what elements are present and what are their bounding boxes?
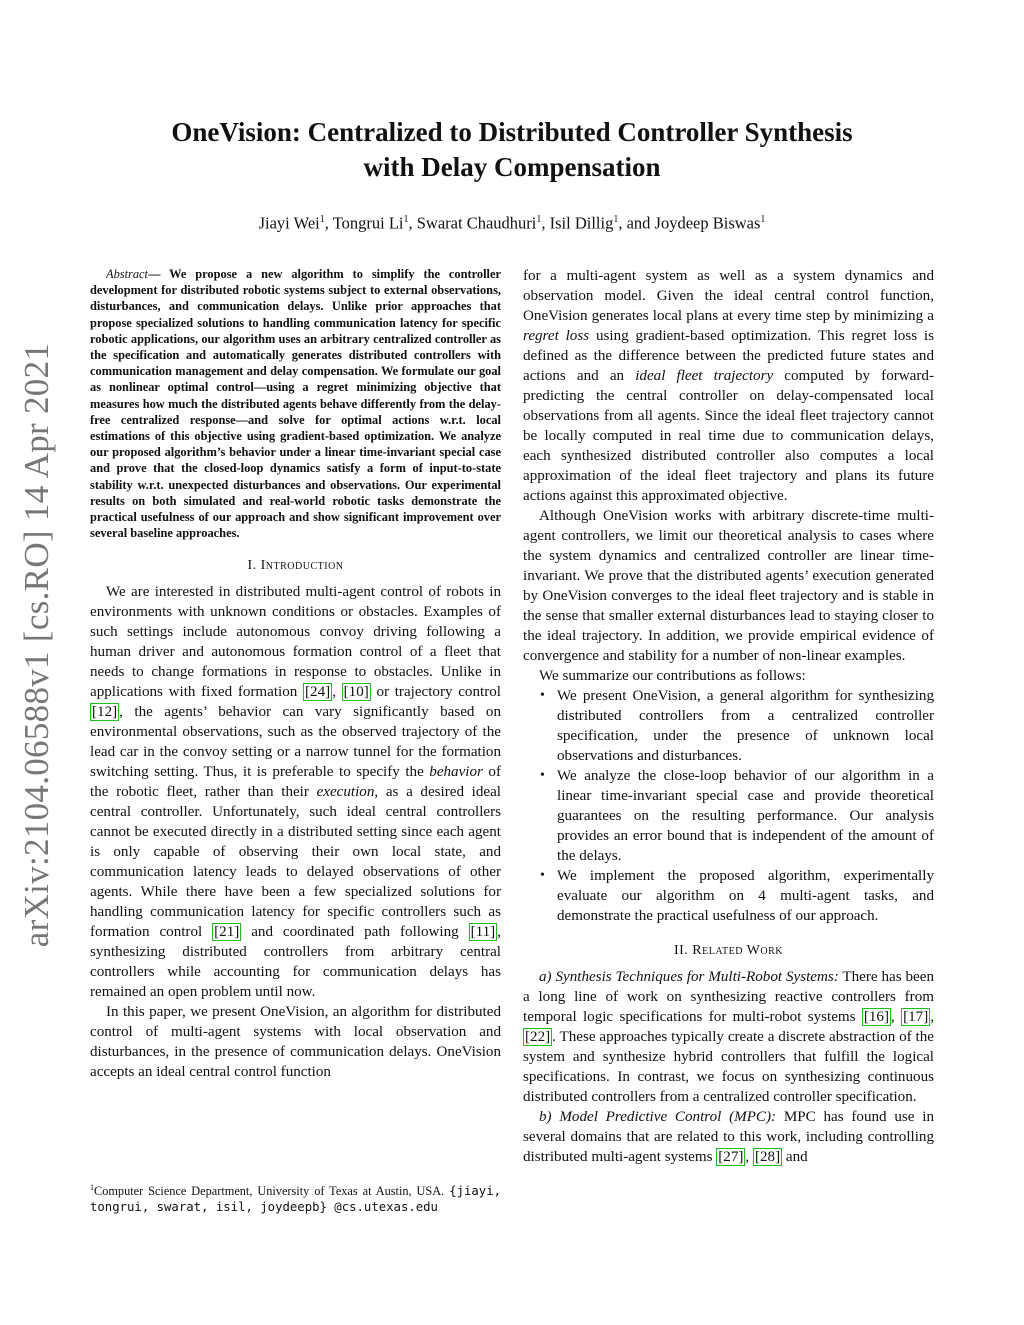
text-run: , <box>930 1009 935 1025</box>
emphasis-text: ideal fleet trajectory <box>635 368 774 384</box>
text-run: of the robotic fleet, rather than their <box>90 764 501 801</box>
emphasis-text: regret loss <box>523 328 590 344</box>
abstract-label: Abstract <box>106 267 148 281</box>
subsection-heading: b) Model Predictive Control (MPC): <box>539 1109 777 1125</box>
citation-link[interactable]: [17] <box>903 1009 929 1025</box>
contribution-list <box>523 686 934 926</box>
intro-paragraph-1 <box>90 582 501 1002</box>
text-run: for a multi-agent system as well as a system dynamics and observation model. Given the ideal central control function, OneVision generates local plans at every time step by minimizing a <box>523 268 934 324</box>
text-run: using gradient-based optimization. This regret loss is defined as the difference between the predicted future states and actions and an <box>523 328 934 384</box>
text-run: There has been a long line of work on synthesizing reactive controllers from temporal logic specifications for multi-robot systems <box>523 969 934 1025</box>
bullet-icon: • <box>540 768 545 783</box>
abstract-dash: — <box>148 267 170 281</box>
affiliation-mark: 1 <box>760 214 766 225</box>
intro-paragraph-2-continued <box>523 266 934 506</box>
related-paragraph-a <box>523 967 934 1107</box>
footnote-mark: 1 <box>90 1183 94 1192</box>
text-run: and <box>782 1149 808 1165</box>
related-paragraph-b <box>523 1107 934 1167</box>
text-run: , <box>332 684 342 701</box>
citation-link[interactable]: [11] <box>470 924 496 941</box>
author-emails: {jiayi, tongrui, swarat, isil, joydeepb} @cs.utexas.edu <box>90 1184 501 1215</box>
author-separator: , <box>541 213 550 233</box>
section-heading-introduction: I. Introduction <box>247 558 344 574</box>
paper-title <box>120 115 904 185</box>
affiliation-mark: 1 <box>319 214 325 225</box>
left-column <box>90 266 501 1082</box>
emphasis-text: execution <box>316 784 375 801</box>
author-name: Swarat Chaudhuri <box>416 213 537 233</box>
contribution-text: We present OneVision, a general algorithm for synthesizing distributed controllers from a centralized controller specification, under the presence of unknown local observations and disturbances. <box>557 688 934 764</box>
intro-paragraph-4: We summarize our contributions as follows: <box>539 668 806 684</box>
text-run: and coordinated path following <box>241 924 469 941</box>
author-list <box>120 209 904 235</box>
text-run: . These approaches typically create a discrete abstraction of the system and synthesize hybrid controllers that fulfill the logical specifications. In contrast, we focus on synthesizing continuous distributed controllers from a centralized controller specification. <box>523 1029 934 1105</box>
text-run: , <box>745 1149 753 1165</box>
emphasis-text: behavior <box>429 764 483 781</box>
contribution-item <box>540 866 934 926</box>
title-line-1: OneVision: Centralized to Distributed Controller Synthesis <box>171 117 853 147</box>
text-run: , the agents’ behavior can vary significantly based on environmental observations, such as the observed trajectory of the lead car in the convoy setting or a narrow tunnel for the formation switching setting. Thus, it is preferable to specify the <box>90 704 501 781</box>
citation-link[interactable]: [12] <box>92 704 118 721</box>
abstract <box>90 266 501 541</box>
citation-link[interactable]: [10] <box>343 684 369 701</box>
contribution-item <box>540 686 934 766</box>
intro-paragraph-2: In this paper, we present OneVision, an algorithm for distributed control of multi-agent systems with local observation and disturbances, in the presence of communication delays. OneVision accepts an ideal central control function <box>90 1004 501 1081</box>
affiliation-mark: 1 <box>403 214 409 225</box>
text-run: , synthesizing distributed controllers from arbitrary central controllers while accounting for communication delays has remained an open problem until now. <box>90 924 501 1001</box>
section-heading-related-work: II. Related Work <box>673 943 783 958</box>
citation-link[interactable]: [16] <box>863 1009 889 1025</box>
text-run: MPC has found use in several domains that are related to this work, including controlling distributed multi-agent systems <box>523 1109 934 1165</box>
arxiv-identifier: arXiv:2104.06588v1 [cs.RO] 14 Apr 2021 <box>17 342 56 948</box>
title-line-2: with Delay Compensation <box>363 152 661 182</box>
contribution-text: We analyze the close-loop behavior of our algorithm in a linear time-invariant special case and provide theoretical guarantees on the resulting performance. Our analysis provides an error bound that is independent of the amount of the delays. <box>557 768 934 864</box>
citation-link[interactable]: [24] <box>305 684 331 701</box>
contribution-text: We implement the proposed algorithm, experimentally evaluate our algorithm on 4 multi-agent tasks, and demonstrate the practical usefulness of our approach. <box>557 868 934 924</box>
citation-link[interactable]: [27] <box>718 1149 744 1165</box>
author-name: Joydeep Biswas <box>654 213 761 233</box>
text-run: computed by forward-predicting the central controller on delay-compensated local observations from all agents. Since the ideal fleet trajectory cannot be locally computed in real time due to communication delays, each synthesized distributed controller also computes a local approximation of the ideal fleet trajectory and plans its future actions against this approximated objective. <box>523 368 934 504</box>
contribution-item <box>540 766 934 866</box>
affiliation-mark: 1 <box>536 214 542 225</box>
affiliation-mark: 1 <box>613 214 619 225</box>
text-run: or trajectory control <box>370 684 501 701</box>
affiliation-footnote <box>90 1180 501 1215</box>
right-column <box>523 266 934 1167</box>
author-separator: , <box>408 213 417 233</box>
author-name: Tongrui Li <box>332 213 404 233</box>
intro-paragraph-3: Although OneVision works with arbitrary discrete-time multi-agent controllers, we limit our theoretical analysis to cases where the system dynamics and centralized controller are linear time-invariant. We prove that the distributed agents’ execution generated by OneVision converges to the ideal fleet trajectory and is stable in the sense that smaller external disturbances lead to staying closer to the ideal trajectory. In addition, we provide empirical evidence of convergence and stability for a number of non-linear examples. <box>523 508 934 664</box>
abstract-text: We propose a new algorithm to simplify the controller development for distributed robotic systems subject to external observations, disturbances, and communication delays. Unlike prior approaches that propose specialized solutions to handling communication latency for specific robotic applications, our algorithm uses an arbitrary centralized controller as the specification and automatically generates distributed controllers with communication management and delay compensation. We formulate our goal as nonlinear optimal control—using a regret minimizing objective that measures how much the distributed agents behave differently from the delay-free centralized response—and solve for optimal actions w.r.t. local estimations of this objective using gradient-based optimization. We analyze our proposed algorithm’s behavior under a linear time-invariant special case and prove that the closed-loop dynamics satisfy a form of input-to-state stability w.r.t. unexpected disturbances and observations. Our experimental results on both simulated and real-world robotic tasks demonstrate the practical usefulness of our approach and show significant improvement over several baseline approaches. <box>90 267 501 541</box>
author-separator: , <box>324 213 333 233</box>
subsection-heading: a) Synthesis Techniques for Multi-Robot Systems: <box>539 969 839 985</box>
author-separator: , and <box>618 213 655 233</box>
bullet-icon: • <box>540 868 545 883</box>
bullet-icon: • <box>540 688 545 703</box>
citation-link[interactable]: [28] <box>754 1149 781 1165</box>
text-run: We are interested in distributed multi-agent control of robots in environments with unknown conditions or obstacles. Examples of such settings include autonomous convoy driving following a human driver and autonomous formation control of a fleet that needs to change formations in response to obstacles. Unlike in applications with fixed formation <box>90 584 501 701</box>
author-name: Jiayi Wei <box>258 213 320 233</box>
citation-link[interactable]: [22] <box>525 1029 551 1045</box>
author-name: Isil Dillig <box>549 213 614 233</box>
footnote-text: Computer Science Department, University of Texas at Austin, USA. <box>94 1184 450 1199</box>
text-run: , as a desired ideal central controller. Unfortunately, such ideal central controllers cannot be executed directly in a distributed setting since each agent is only capable of observing their own local state, and communication latency leads to delayed observations of other agents. While there have been a few specialized solutions for handling communication latency for specific controllers such as formation control <box>90 784 502 941</box>
citation-link[interactable]: [21] <box>214 924 240 941</box>
text-run: , <box>890 1009 902 1025</box>
